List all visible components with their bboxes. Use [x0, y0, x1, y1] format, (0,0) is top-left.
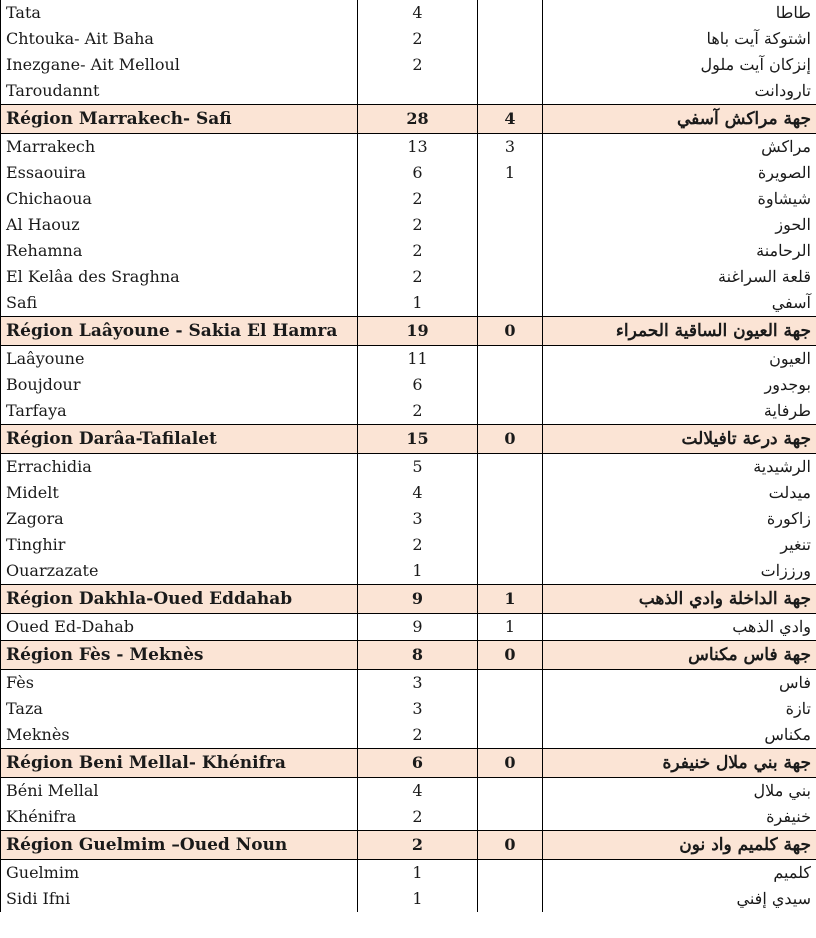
table-row	[1, 212, 816, 238]
secondary-count-cell: 0	[478, 317, 543, 346]
count-cell: 2	[358, 52, 478, 78]
table-row	[1, 346, 816, 373]
table-row	[1, 558, 816, 585]
region-row	[1, 105, 816, 134]
table-row	[1, 134, 816, 161]
secondary-count-cell: 0	[478, 641, 543, 670]
count-cell: 9	[358, 585, 478, 614]
secondary-count-cell	[478, 886, 543, 912]
secondary-count-cell: 3	[478, 134, 543, 161]
name-ar-cell: ميدلت	[543, 480, 816, 506]
name-fr-cell: Errachidia	[1, 454, 358, 481]
secondary-count-cell: 1	[478, 614, 543, 641]
name-ar-cell: آسفي	[543, 290, 816, 317]
name-fr-cell: Oued Ed-Dahab	[1, 614, 358, 641]
region-row	[1, 749, 816, 778]
name-fr-cell: Région Guelmim –Oued Noun	[1, 831, 358, 860]
count-cell: 1	[358, 290, 478, 317]
count-cell: 4	[358, 0, 478, 26]
name-fr-cell: Taroudannt	[1, 78, 358, 105]
count-cell: 2	[358, 804, 478, 831]
secondary-count-cell: 1	[478, 585, 543, 614]
region-row	[1, 641, 816, 670]
count-cell: 15	[358, 425, 478, 454]
name-ar-cell: مراكش	[543, 134, 816, 161]
table-row	[1, 696, 816, 722]
table-row	[1, 26, 816, 52]
name-ar-cell: جهة العيون الساقية الحمراء	[543, 317, 816, 346]
count-cell: 1	[358, 558, 478, 585]
secondary-count-cell	[478, 558, 543, 585]
table-row	[1, 0, 816, 26]
name-ar-cell: جهة فاس مكناس	[543, 641, 816, 670]
secondary-count-cell: 0	[478, 831, 543, 860]
name-fr-cell: Taza	[1, 696, 358, 722]
count-cell: 11	[358, 346, 478, 373]
table-row	[1, 160, 816, 186]
secondary-count-cell	[478, 78, 543, 105]
name-fr-cell: Sidi Ifni	[1, 886, 358, 912]
name-fr-cell: Safi	[1, 290, 358, 317]
name-fr-cell: El Kelâa des Sraghna	[1, 264, 358, 290]
name-fr-cell: Ouarzazate	[1, 558, 358, 585]
table-row	[1, 722, 816, 749]
name-fr-cell: Chichaoua	[1, 186, 358, 212]
secondary-count-cell: 0	[478, 425, 543, 454]
secondary-count-cell	[478, 778, 543, 805]
name-ar-cell: ورززات	[543, 558, 816, 585]
count-cell: 2	[358, 264, 478, 290]
secondary-count-cell	[478, 722, 543, 749]
count-cell: 2	[358, 238, 478, 264]
table-row	[1, 532, 816, 558]
table-row	[1, 804, 816, 831]
name-fr-cell: Région Laâyoune - Sakia El Hamra	[1, 317, 358, 346]
name-ar-cell: جهة درعة تافيلالت	[543, 425, 816, 454]
count-cell: 1	[358, 886, 478, 912]
name-fr-cell: Région Fès - Meknès	[1, 641, 358, 670]
table-row	[1, 480, 816, 506]
region-row	[1, 831, 816, 860]
name-ar-cell: تنغير	[543, 532, 816, 558]
name-ar-cell: طرفاية	[543, 398, 816, 425]
secondary-count-cell	[478, 26, 543, 52]
name-ar-cell: الرحامنة	[543, 238, 816, 264]
secondary-count-cell	[478, 372, 543, 398]
name-fr-cell: Boujdour	[1, 372, 358, 398]
name-fr-cell: Midelt	[1, 480, 358, 506]
secondary-count-cell	[478, 264, 543, 290]
name-ar-cell: سيدي إفني	[543, 886, 816, 912]
name-fr-cell: Essaouira	[1, 160, 358, 186]
name-fr-cell: Laâyoune	[1, 346, 358, 373]
name-ar-cell: قلعة السراغنة	[543, 264, 816, 290]
name-ar-cell: اشتوكة آيت باها	[543, 26, 816, 52]
table-row	[1, 290, 816, 317]
secondary-count-cell	[478, 804, 543, 831]
name-ar-cell: الصويرة	[543, 160, 816, 186]
table-row	[1, 614, 816, 641]
name-fr-cell: Région Dakhla-Oued Eddahab	[1, 585, 358, 614]
secondary-count-cell	[478, 52, 543, 78]
name-fr-cell: Tinghir	[1, 532, 358, 558]
region-row	[1, 317, 816, 346]
secondary-count-cell	[478, 290, 543, 317]
name-fr-cell: Marrakech	[1, 134, 358, 161]
region-row	[1, 585, 816, 614]
name-ar-cell: طاطا	[543, 0, 816, 26]
name-ar-cell: تارودانت	[543, 78, 816, 105]
table-row	[1, 670, 816, 697]
name-fr-cell: Tarfaya	[1, 398, 358, 425]
name-fr-cell: Région Marrakech- Safi	[1, 105, 358, 134]
count-cell: 5	[358, 454, 478, 481]
table-row	[1, 398, 816, 425]
secondary-count-cell	[478, 238, 543, 264]
secondary-count-cell	[478, 398, 543, 425]
secondary-count-cell	[478, 212, 543, 238]
name-ar-cell: بني ملال	[543, 778, 816, 805]
secondary-count-cell	[478, 0, 543, 26]
name-ar-cell: جهة بني ملال خنيفرة	[543, 749, 816, 778]
name-fr-cell: Khénifra	[1, 804, 358, 831]
count-cell: 2	[358, 26, 478, 52]
table-row	[1, 264, 816, 290]
count-cell: 1	[358, 860, 478, 887]
name-fr-cell: Béni Mellal	[1, 778, 358, 805]
secondary-count-cell	[478, 454, 543, 481]
name-ar-cell: تازة	[543, 696, 816, 722]
count-cell: 2	[358, 722, 478, 749]
name-fr-cell: Inezgane- Ait Melloul	[1, 52, 358, 78]
name-ar-cell: جهة كلميم واد نون	[543, 831, 816, 860]
region-row	[1, 425, 816, 454]
name-fr-cell: Rehamna	[1, 238, 358, 264]
count-cell: 6	[358, 160, 478, 186]
count-cell: 8	[358, 641, 478, 670]
count-cell: 3	[358, 696, 478, 722]
name-fr-cell: Fès	[1, 670, 358, 697]
name-fr-cell: Zagora	[1, 506, 358, 532]
name-ar-cell: زاكورة	[543, 506, 816, 532]
secondary-count-cell	[478, 480, 543, 506]
secondary-count-cell	[478, 186, 543, 212]
count-cell: 6	[358, 749, 478, 778]
table-row	[1, 886, 816, 912]
secondary-count-cell	[478, 506, 543, 532]
table-row	[1, 372, 816, 398]
name-fr-cell: Région Darâa-Tafilalet	[1, 425, 358, 454]
name-fr-cell: Meknès	[1, 722, 358, 749]
name-ar-cell: وادي الذهب	[543, 614, 816, 641]
name-ar-cell: الحوز	[543, 212, 816, 238]
name-ar-cell: الرشيدية	[543, 454, 816, 481]
name-fr-cell: Chtouka- Ait Baha	[1, 26, 358, 52]
table-row	[1, 860, 816, 887]
table-row	[1, 186, 816, 212]
count-cell: 28	[358, 105, 478, 134]
count-cell: 4	[358, 778, 478, 805]
name-ar-cell: إنزكان آيت ملول	[543, 52, 816, 78]
table-body	[1, 0, 816, 912]
count-cell: 3	[358, 506, 478, 532]
name-ar-cell: فاس	[543, 670, 816, 697]
name-fr-cell: Al Haouz	[1, 212, 358, 238]
table-row	[1, 52, 816, 78]
secondary-count-cell: 4	[478, 105, 543, 134]
name-ar-cell: جهة مراكش آسفي	[543, 105, 816, 134]
count-cell: 4	[358, 480, 478, 506]
secondary-count-cell	[478, 532, 543, 558]
count-cell: 13	[358, 134, 478, 161]
count-cell: 2	[358, 398, 478, 425]
table-row	[1, 506, 816, 532]
name-ar-cell: العيون	[543, 346, 816, 373]
count-cell: 2	[358, 212, 478, 238]
table-row	[1, 778, 816, 805]
name-ar-cell: بوجدور	[543, 372, 816, 398]
secondary-count-cell	[478, 860, 543, 887]
name-ar-cell: جهة الداخلة وادي الذهب	[543, 585, 816, 614]
secondary-count-cell	[478, 670, 543, 697]
name-ar-cell: خنيفرة	[543, 804, 816, 831]
name-ar-cell: مكناس	[543, 722, 816, 749]
secondary-count-cell	[478, 696, 543, 722]
secondary-count-cell: 1	[478, 160, 543, 186]
count-cell: 9	[358, 614, 478, 641]
name-ar-cell: شيشاوة	[543, 186, 816, 212]
count-cell: 19	[358, 317, 478, 346]
count-cell: 2	[358, 532, 478, 558]
table-row	[1, 238, 816, 264]
count-cell: 2	[358, 186, 478, 212]
count-cell: 2	[358, 831, 478, 860]
table-row	[1, 454, 816, 481]
name-fr-cell: Région Beni Mellal- Khénifra	[1, 749, 358, 778]
count-cell: 6	[358, 372, 478, 398]
name-fr-cell: Guelmim	[1, 860, 358, 887]
count-cell	[358, 78, 478, 105]
table-row	[1, 78, 816, 105]
secondary-count-cell: 0	[478, 749, 543, 778]
name-ar-cell: كلميم	[543, 860, 816, 887]
count-cell: 3	[358, 670, 478, 697]
name-fr-cell: Tata	[1, 0, 358, 26]
secondary-count-cell	[478, 346, 543, 373]
